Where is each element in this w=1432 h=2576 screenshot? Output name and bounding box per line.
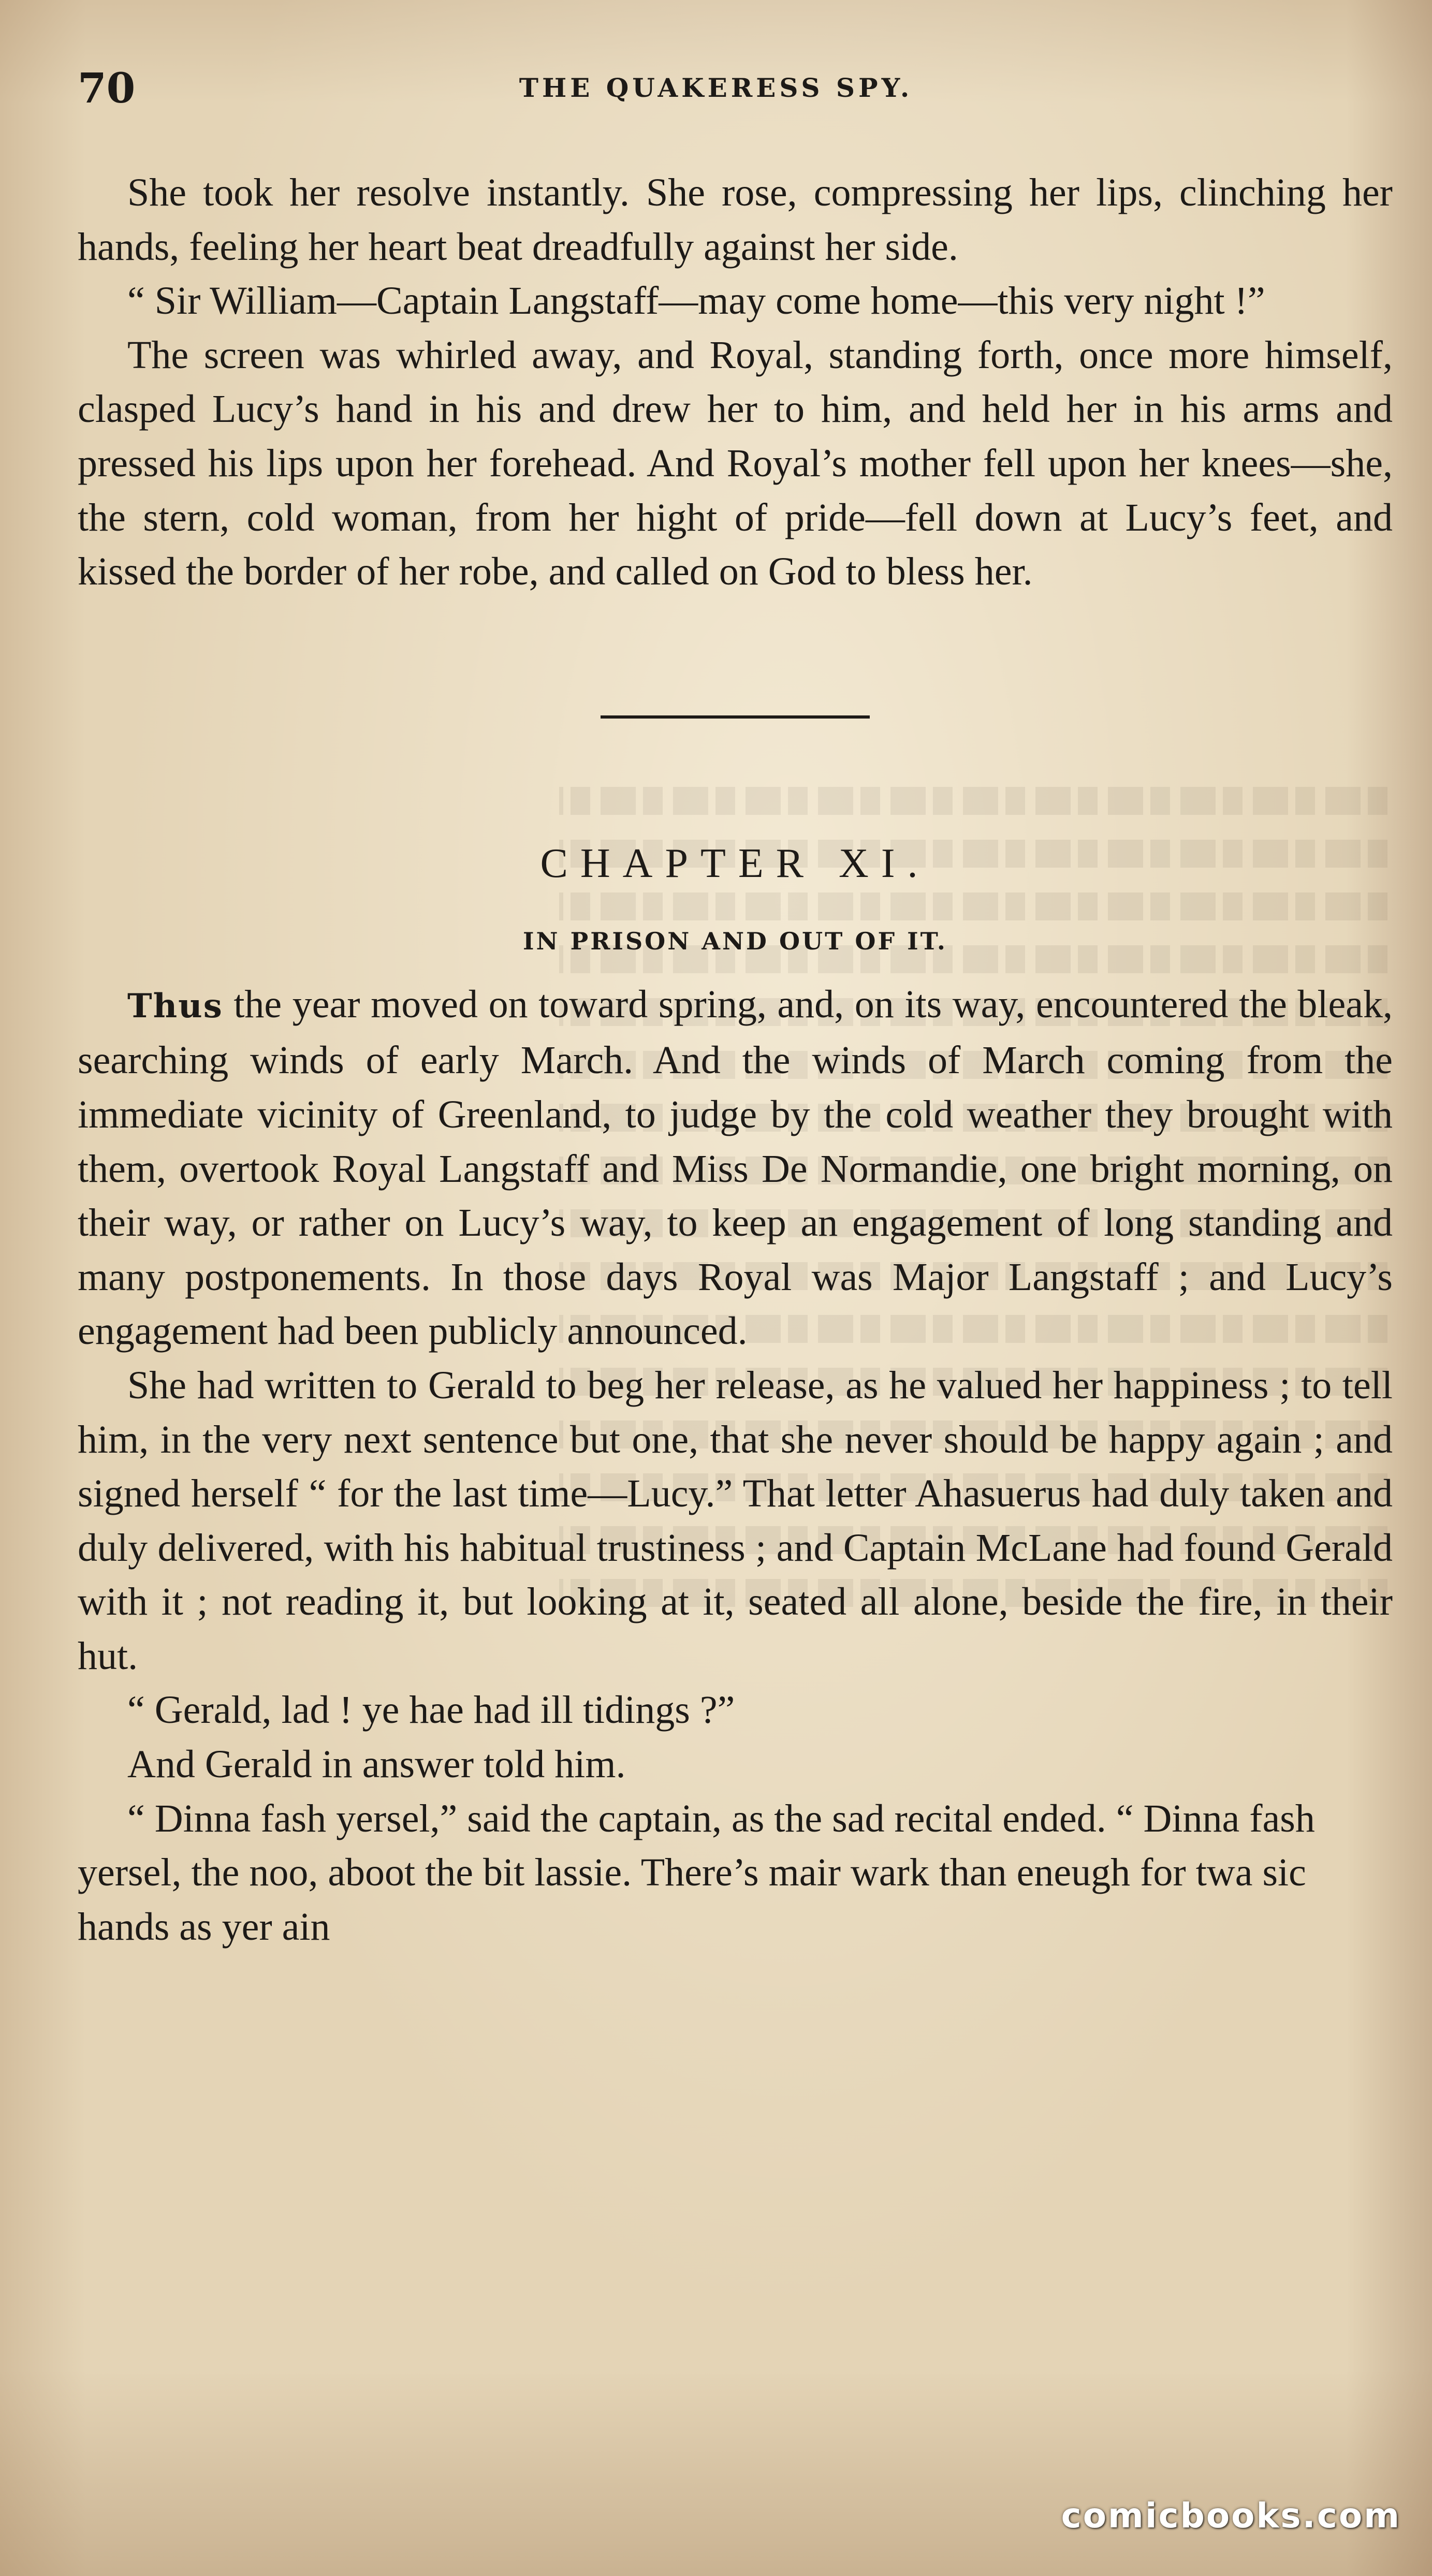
paragraph: “ Dinna fash yersel,” said the captain, as the sad recital ended. “ Dinna fash yersel, the noo, aboot the bit lassie. There’s mair wark than eneugh for twa sic hands as yer ain (78, 1796, 1315, 1949)
chapter-title: CHAPTER XI. (540, 840, 930, 886)
paragraph: And Gerald in answer told him. (127, 1743, 626, 1787)
paragraph-text: the year moved on toward spring, and, on its way, encountered the bleak, searching winds of early March. And the winds of March coming from the immediate vicinity of Greenland, to judge by the cold weather they brought with them, overtook Royal Langstaff and Miss De Normandie, one bright morning, on their way, or rather on Lucy’s way, to keep an engagement of long standing and many postponements. In those days Royal was Major Langstaff ; and Lucy’s engagement had been publicly announced. (78, 982, 1393, 1353)
page-number: 70 (78, 64, 136, 112)
chapter-opening-paragraph (78, 977, 1393, 1358)
watermark: comicbooks.com (1061, 2496, 1401, 2536)
paragraph: “ Sir William—Captain Langstaff—may come home—this very night !” (127, 279, 1265, 323)
running-head: THE QUAKERESS SPY. (519, 72, 913, 103)
body-text (78, 166, 1393, 1954)
paragraph: The screen was whirled away, and Royal, standing forth, once more himself, clasped Lucy’s hand in his and drew her to him, and held her in his arms and pressed his lips upon her forehead. And Royal’s mother fell upon her knees—she, the stern, cold woman, from her hight of pride—fell down at Lucy’s feet, and kissed the border of her robe, and called on God to bless her. (78, 333, 1393, 594)
paragraph: She took her resolve instantly. She rose, compressing her lips, clinching her hands, feeling her heart beat dreadfully against her side. (78, 171, 1393, 269)
chapter-subtitle: IN PRISON AND OUT OF IT. (523, 927, 947, 955)
paragraph: She had written to Gerald to beg her release, as he valued her happiness ; to tell him, in the very next sentence but one, that she never should be happy again ; and signed herself “ for the last time—Lucy.” That letter Ahasuerus had duly taken and duly delivered, with his habitual trustiness ; and Captain McLane had found Gerald with it ; not reading it, but looking at it, seated all alone, beside the fire, in their hut. (78, 1363, 1393, 1678)
page-header (0, 57, 1432, 119)
lead-word: Thus (127, 986, 223, 1026)
paragraph: “ Gerald, lad ! ye hae had ill tidings ?” (127, 1688, 735, 1732)
section-rule (601, 715, 870, 719)
